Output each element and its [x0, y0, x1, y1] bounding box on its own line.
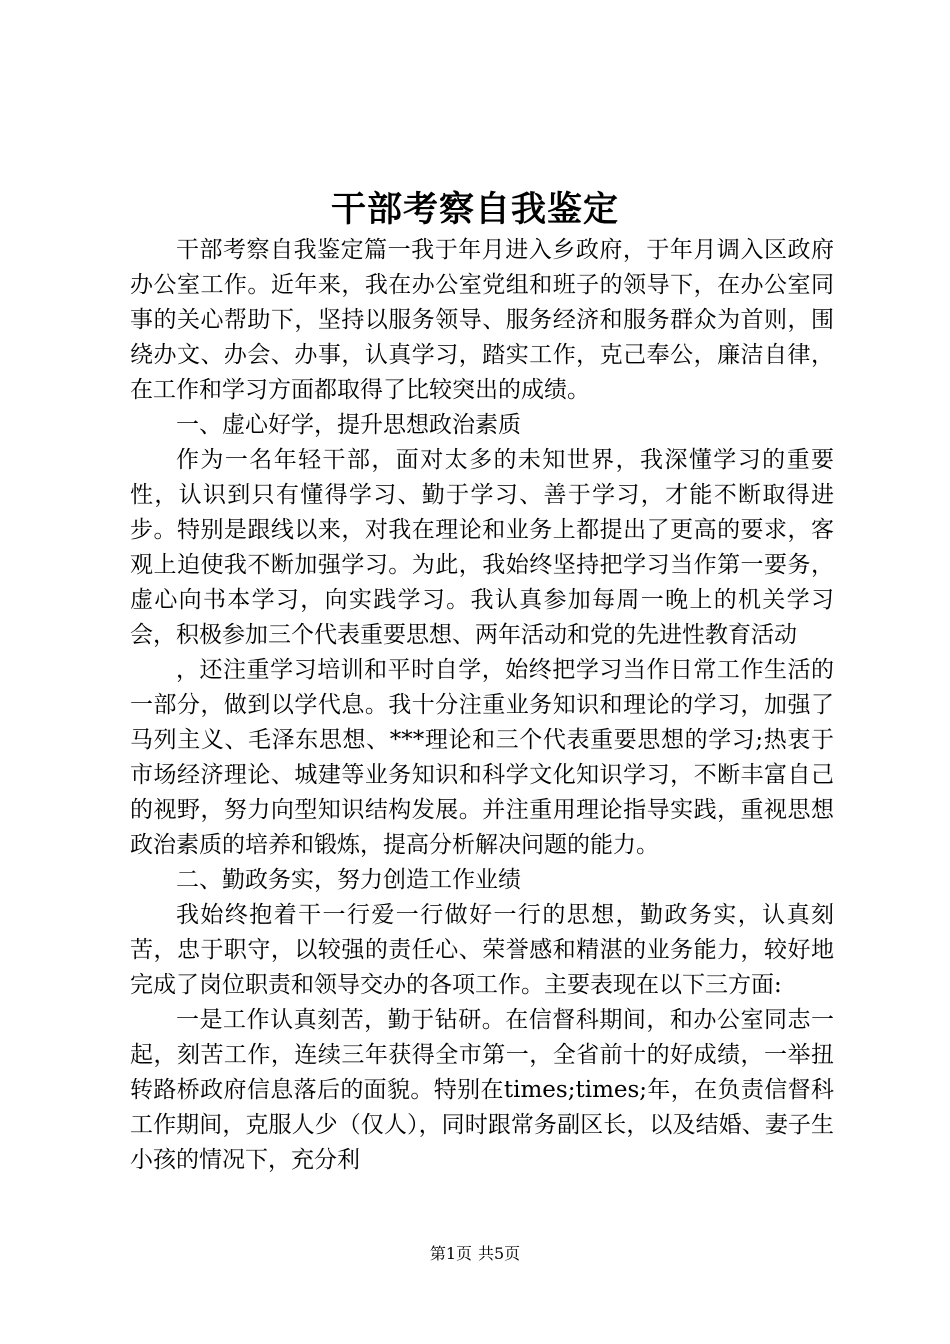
page-footer — [0, 1244, 950, 1264]
paragraph-work-2: 一是工作认真刻苦，勤于钻研。在信督科期间，和办公室同志一起，刻苦工作，连续三年获得全市第一，全省前十的好成绩，一举扭转路桥政府信息落后的面貌。特别在times;times;年，在负责信督科工作期间，克服人少（仅人），同时跟常务副区长，以及结婚、妻子生小孩的情况下，充分利 — [130, 1007, 834, 1173]
paragraph-intro: 干部考察自我鉴定篇一我于年月进入乡政府，于年月调入区政府办公室工作。近年来，我在办公室党组和班子的领导下，在办公室同事的关心帮助下，坚持以服务领导、服务经济和服务群众为首则，围绕办文、办会、办事，认真学习，踏实工作，克己奉公，廉洁自律，在工作和学习方面都取得了比较突出的成绩。 — [130, 237, 834, 403]
document-title: 干部考察自我鉴定 — [330, 189, 619, 230]
section-heading-1: 一、虚心好学，提升思想政治素质 — [176, 412, 521, 438]
section-heading-2: 二、勤政务实，努力创造工作业绩 — [176, 867, 521, 893]
document-body — [130, 233, 834, 1178]
paragraph-work-1: 我始终抱着干一行爱一行做好一行的思想，勤政务实，认真刻苦，忠于职守，以较强的责任心、荣誉感和精湛的业务能力，较好地完成了岗位职责和领导交办的各项工作。主要表现在以下三方面: — [130, 902, 834, 998]
paragraph-study-2: ，还注重学习培训和平时自学，始终把学习当作日常工作生活的一部分，做到以学代息。我十分注重业务知识和理论的学习，加强了马列主义、毛泽东思想、***理论和三个代表重要思想的学习;热衷于市场经济理论、城建等业务知识和科学文化知识学习，不断丰富自己的视野，努力向型知识结构发展。并注重用理论指导实践，重视思想政治素质的培养和锻炼，提高分析解决问题的能力。 — [130, 657, 834, 858]
page-number: 第1页 — [429, 1244, 472, 1263]
paragraph-study-1: 作为一名年轻干部，面对太多的未知世界，我深懂学习的重要性，认识到只有懂得学习、勤于学习、善于学习，才能不断取得进步。特别是跟线以来，对我在理论和业务上都提出了更高的要求，客观上迫使我不断加强学习。为此，我始终坚持把学习当作第一要务，虚心向书本学习，向实践学习。我认真参加每周一晚上的机关学习会，积极参加三个代表重要思想、两年活动和党的先进性教育活动 — [130, 447, 834, 648]
page-total: 共5页 — [478, 1244, 521, 1263]
